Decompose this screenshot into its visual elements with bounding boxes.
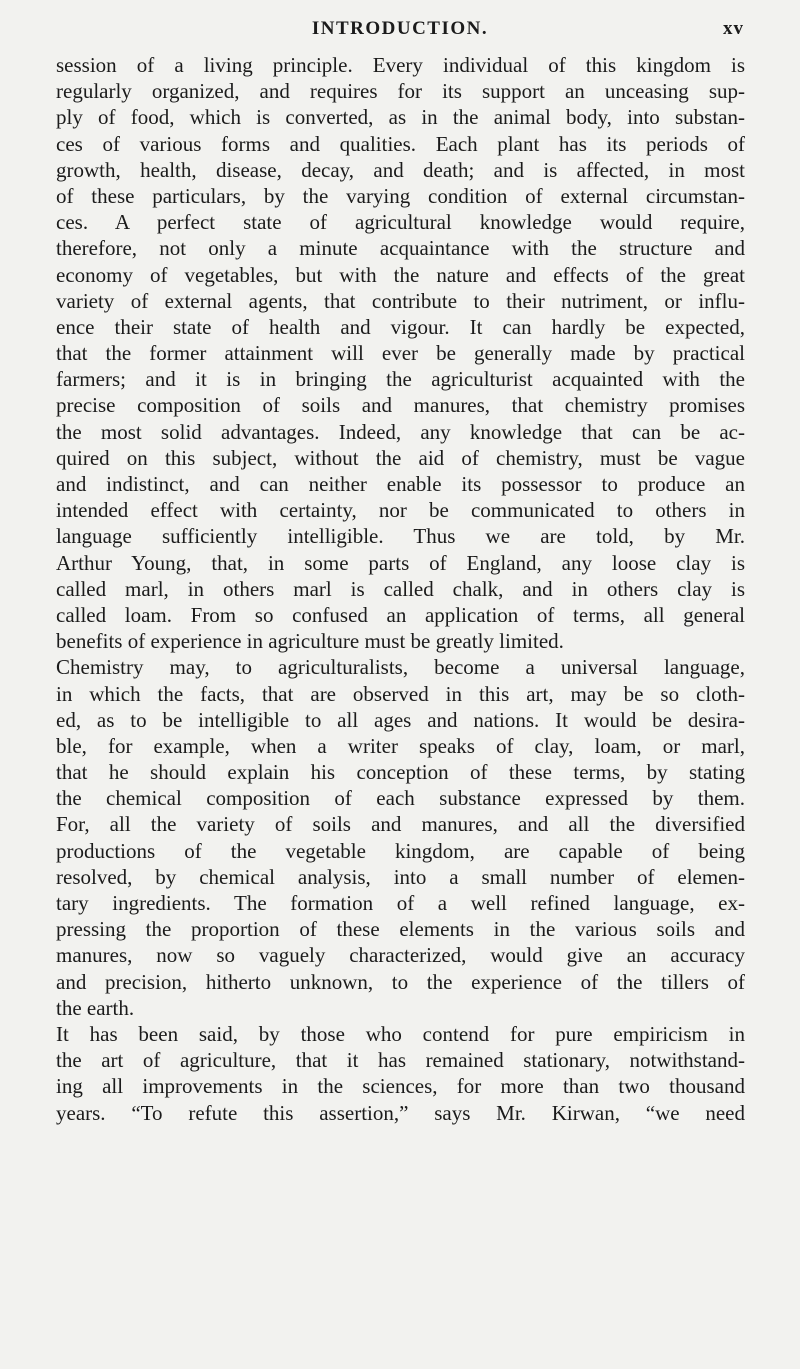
- running-head: [0, 12, 800, 42]
- text-line: growth, health, disease, decay, and death; and is affected, in most: [56, 157, 745, 182]
- paragraph-start-line: Chemistry may, to agriculturalists, become a universal language,: [56, 655, 745, 680]
- text-line: called marl, in others marl is called chalk, and in others clay is: [56, 576, 745, 601]
- text-line: ence their state of health and vigour. It can hardly be expected,: [56, 314, 745, 339]
- text-line: years. “To refute this assertion,” says Mr. Kirwan, “we need: [56, 1100, 745, 1125]
- text-line: ply of food, which is converted, as in the animal body, into substan-: [56, 105, 745, 130]
- text-line: ces of various forms and qualities. Each plant has its periods of: [56, 131, 745, 156]
- text-line: and precision, hitherto unknown, to the experience of the tillers of: [56, 969, 745, 994]
- text-line: For, all the variety of soils and manures, and all the diversified: [56, 812, 745, 837]
- text-line: session of a living principle. Every individual of this kingdom is: [56, 53, 745, 77]
- text-line: ces. A perfect state of agricultural knowledge would require,: [56, 210, 745, 235]
- text-line: economy of vegetables, but with the nature and effects of the great: [56, 262, 745, 287]
- paragraph-end-line: benefits of experience in agriculture must be greatly limited.: [56, 629, 564, 654]
- text-line: tary ingredients. The formation of a well refined language, ex-: [56, 891, 745, 915]
- text-line: quired on this subject, without the aid of chemistry, must be vague: [56, 445, 745, 470]
- text-line: precise composition of soils and manures, that chemistry promises: [56, 393, 745, 418]
- text-line: regularly organized, and requires for its support an unceasing sup-: [56, 79, 745, 104]
- text-line: variety of external agents, that contribute to their nutriment, or influ-: [56, 288, 745, 313]
- text-line: intended effect with certainty, nor be communicated to others in: [56, 498, 745, 523]
- text-line: and indistinct, and can neither enable its possessor to produce an: [56, 472, 745, 496]
- text-line: language sufficiently intelligible. Thus we are told, by Mr.: [56, 524, 745, 549]
- text-line: the art of agriculture, that it has remained stationary, notwithstand-: [56, 1048, 745, 1073]
- text-line: of these particulars, by the varying condition of external circumstan-: [56, 183, 745, 208]
- text-line: ble, for example, when a writer speaks of clay, loam, or marl,: [56, 733, 745, 758]
- text-line: therefore, not only a minute acquaintance with the structure and: [56, 236, 745, 261]
- running-title: INTRODUCTION.: [311, 18, 489, 39]
- text-line: the chemical composition of each substance expressed by them.: [56, 786, 745, 811]
- text-line: ed, as to be intelligible to all ages and nations. It would be desira-: [56, 707, 745, 732]
- text-line: in which the facts, that are observed in this art, may be so cloth-: [56, 681, 745, 706]
- text-line: productions of the vegetable kingdom, are capable of being: [56, 838, 745, 863]
- text-line: Arthur Young, that, in some parts of England, any loose clay is: [56, 550, 745, 575]
- text-line: that he should explain his conception of these terms, by stating: [56, 760, 745, 785]
- paragraph-end-line: the earth.: [56, 995, 135, 1020]
- text-line: pressing the proportion of these elements in the various soils and: [56, 917, 745, 942]
- body-text: [56, 52, 745, 1126]
- page-number: xv: [723, 18, 744, 39]
- text-line: resolved, by chemical analysis, into a small number of elemen-: [56, 864, 745, 889]
- text-line: called loam. From so confused an application of terms, all general: [56, 602, 745, 627]
- paragraph-start-line: It has been said, by those who contend for pure empiricism in: [56, 1021, 745, 1046]
- text-line: that the former attainment will ever be generally made by practical: [56, 341, 745, 366]
- text-line: the most solid advantages. Indeed, any knowledge that can be ac-: [56, 419, 745, 444]
- text-line: manures, now so vaguely characterized, would give an accuracy: [56, 943, 745, 968]
- text-line: farmers; and it is in bringing the agriculturist acquainted with the: [56, 367, 745, 392]
- text-line: ing all improvements in the sciences, for more than two thousand: [56, 1074, 745, 1099]
